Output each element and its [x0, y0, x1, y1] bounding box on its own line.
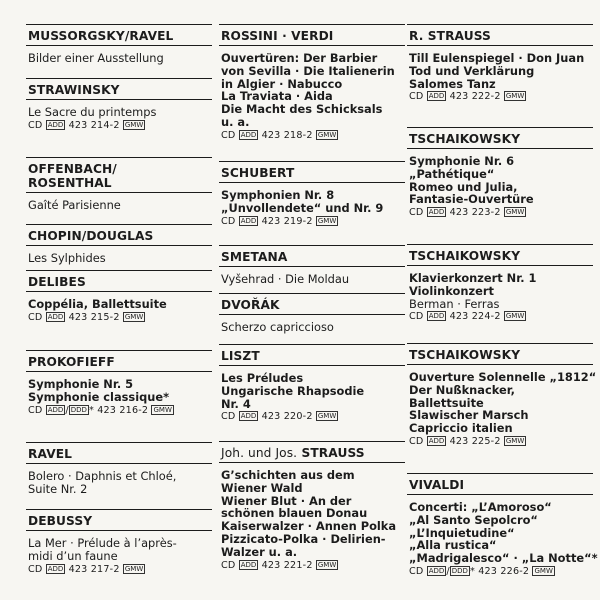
entry-offenbach-rosenthal: [26, 157, 212, 212]
entry-rossini-verdi: [219, 24, 405, 143]
composer-heading: DVOŘÁK: [219, 293, 405, 315]
entry-liszt: [219, 344, 405, 424]
work-title: Romeo und Julia,: [409, 179, 518, 194]
work-title: Der Nußknacker,: [409, 382, 515, 397]
catalog-number: CD ADD 423 222-2 GMW: [409, 91, 525, 103]
work-title: Ballettsuite: [409, 395, 484, 410]
work-title: Bolero · Daphnis et Chloé,: [28, 469, 177, 483]
work-title: Kaiserwalzer · Annen Polka: [221, 519, 397, 534]
entry-strawinsky: [26, 78, 212, 133]
work-title: Les Sylphides: [28, 251, 106, 265]
work-title: Salomes Tanz: [409, 76, 496, 91]
composer-heading: DELIBES: [26, 270, 212, 292]
work-title: von Sevilla · Die Italienerin: [221, 63, 395, 78]
catalog-number: CD ADD 423 224-2 GMW: [409, 311, 525, 323]
work-title: Vyšehrad · Die Moldau: [221, 272, 350, 286]
work-title: „Al Santo Sepolcro“: [409, 512, 538, 527]
composer-heading: TSCHAIKOWSKY: [407, 244, 593, 266]
entry-schubert: [219, 161, 405, 228]
work-title: Symphonien Nr. 8: [221, 188, 335, 202]
composer-heading: Joh. und Jos. STRAUSS: [219, 441, 405, 463]
work-title: Symphonie classique*: [28, 389, 170, 404]
entry-delibes: [26, 270, 212, 325]
composer-heading: ROSSINI · VERDI: [219, 24, 405, 46]
work-title: schönen blauen Donau: [221, 506, 368, 521]
entry-chopin-douglas: [26, 224, 212, 265]
catalog-number: CD ADD 423 218-2 GMW: [221, 129, 337, 141]
work-title: Le Sacre du printemps: [28, 105, 157, 119]
entry-vivaldi: [407, 473, 598, 579]
work-title: Ouverture Solennelle „1812“: [409, 370, 597, 384]
composer-heading: TSCHAIKOWSKY: [407, 343, 593, 365]
composer-heading: RAVEL: [26, 442, 212, 464]
work-title: La Traviata · Aida: [221, 89, 333, 104]
performers: Berman · Ferras: [409, 296, 500, 311]
work-title: Concerti: „L’Amoroso“: [409, 500, 552, 514]
work-title: Coppélia, Ballettsuite: [28, 297, 167, 311]
entry-tschaikowsky-1: [407, 127, 593, 220]
composer-heading: TSCHAIKOWSKY: [407, 127, 593, 149]
catalog-number: CD ADD 423 214-2 GMW: [28, 119, 144, 131]
work-title: Pizzicato-Polka · Delirien-: [221, 531, 386, 546]
work-title: Scherzo capriccioso: [221, 320, 334, 334]
work-title: „Alla rustica“: [409, 538, 497, 553]
work-title: „Madrigalesco“ · „La Notte“*: [409, 551, 598, 566]
entry-dvorak: [219, 293, 405, 334]
work-title: G’schichten aus dem: [221, 468, 355, 482]
work-title: Slawischer Marsch: [409, 408, 529, 423]
catalog-number: CD ADD 423 219-2 GMW: [221, 215, 337, 227]
work-title: Les Préludes: [221, 371, 304, 385]
entry-johann-josef-strauss: [219, 441, 405, 572]
entry-ravel: [26, 442, 212, 496]
work-title: Walzer u. a.: [221, 544, 298, 559]
catalog-number: CD ADD 423 221-2 GMW: [221, 559, 337, 571]
composer-heading: VIVALDI: [407, 473, 593, 495]
work-title: „L’Inquietudine“: [409, 525, 515, 540]
entry-mussorgsky-ravel: [26, 24, 212, 65]
composer-heading: SCHUBERT: [219, 161, 405, 183]
composer-heading: R. STRAUSS: [407, 24, 593, 46]
composer-heading: DEBUSSY: [26, 509, 212, 531]
entry-tschaikowsky-3: [407, 343, 597, 449]
work-title: Ouvertüren: Der Barbier: [221, 51, 378, 65]
composer-heading: SMETANA: [219, 245, 405, 267]
work-title: Nr. 4: [221, 396, 251, 411]
work-title: in Algier · Nabucco: [221, 76, 343, 91]
work-title: Fantasie-Ouvertüre: [409, 192, 534, 207]
entry-tschaikowsky-2: [407, 244, 593, 324]
catalog-number: CD ADD / DDD * 423 216-2 GMW: [28, 404, 172, 416]
catalog-number: CD ADD 423 217-2 GMW: [28, 563, 144, 575]
composer-heading: STRAWINSKY: [26, 78, 212, 100]
work-title: Gaîté Parisienne: [28, 198, 121, 212]
work-title: Violinkonzert: [409, 283, 494, 298]
entry-r-strauss: [407, 24, 593, 104]
composer-heading: PROKOFIEFF: [26, 350, 212, 372]
catalog-number: CD ADD / DDD * 423 226-2 GMW: [409, 565, 553, 577]
catalog-number: CD ADD 423 215-2 GMW: [28, 311, 144, 323]
entry-smetana: [219, 245, 405, 286]
work-title: Symphonie Nr. 6: [409, 154, 515, 168]
entry-debussy: [26, 509, 212, 576]
work-title: Bilder einer Ausstellung: [28, 51, 164, 65]
composer-heading: MUSSORGSKY/RAVEL: [26, 24, 212, 46]
work-title: Tod und Verklärung: [409, 63, 535, 78]
catalog-number: CD ADD 423 223-2 GMW: [409, 207, 525, 219]
work-title: Ungarische Rhapsodie: [221, 383, 365, 398]
work-title: midi d’un faune: [28, 548, 118, 563]
composer-heading: CHOPIN/DOUGLAS: [26, 224, 212, 246]
work-title: Wiener Blut · An der: [221, 493, 352, 508]
composer-heading: OFFENBACH/ ROSENTHAL: [26, 157, 212, 193]
work-title: u. a.: [221, 114, 250, 129]
work-title: Capriccio italien: [409, 421, 513, 436]
work-title: „Unvollendete“ und Nr. 9: [221, 200, 384, 215]
catalog-number: CD ADD 423 225-2 GMW: [409, 435, 525, 447]
work-title: Suite Nr. 2: [28, 481, 88, 496]
catalog-number: CD ADD 423 220-2 GMW: [221, 411, 337, 423]
composer-heading: LISZT: [219, 344, 405, 366]
work-title: „Pathétique“: [409, 166, 495, 181]
work-title: Symphonie Nr. 5: [28, 377, 134, 391]
work-title: Wiener Wald: [221, 480, 303, 495]
work-title: La Mer · Prélude à l’après-: [28, 536, 177, 550]
entry-prokofieff: [26, 350, 212, 417]
work-title: Klavierkonzert Nr. 1: [409, 271, 537, 285]
work-title: Till Eulenspiegel · Don Juan: [409, 51, 585, 65]
work-title: Die Macht des Schicksals: [221, 102, 383, 117]
